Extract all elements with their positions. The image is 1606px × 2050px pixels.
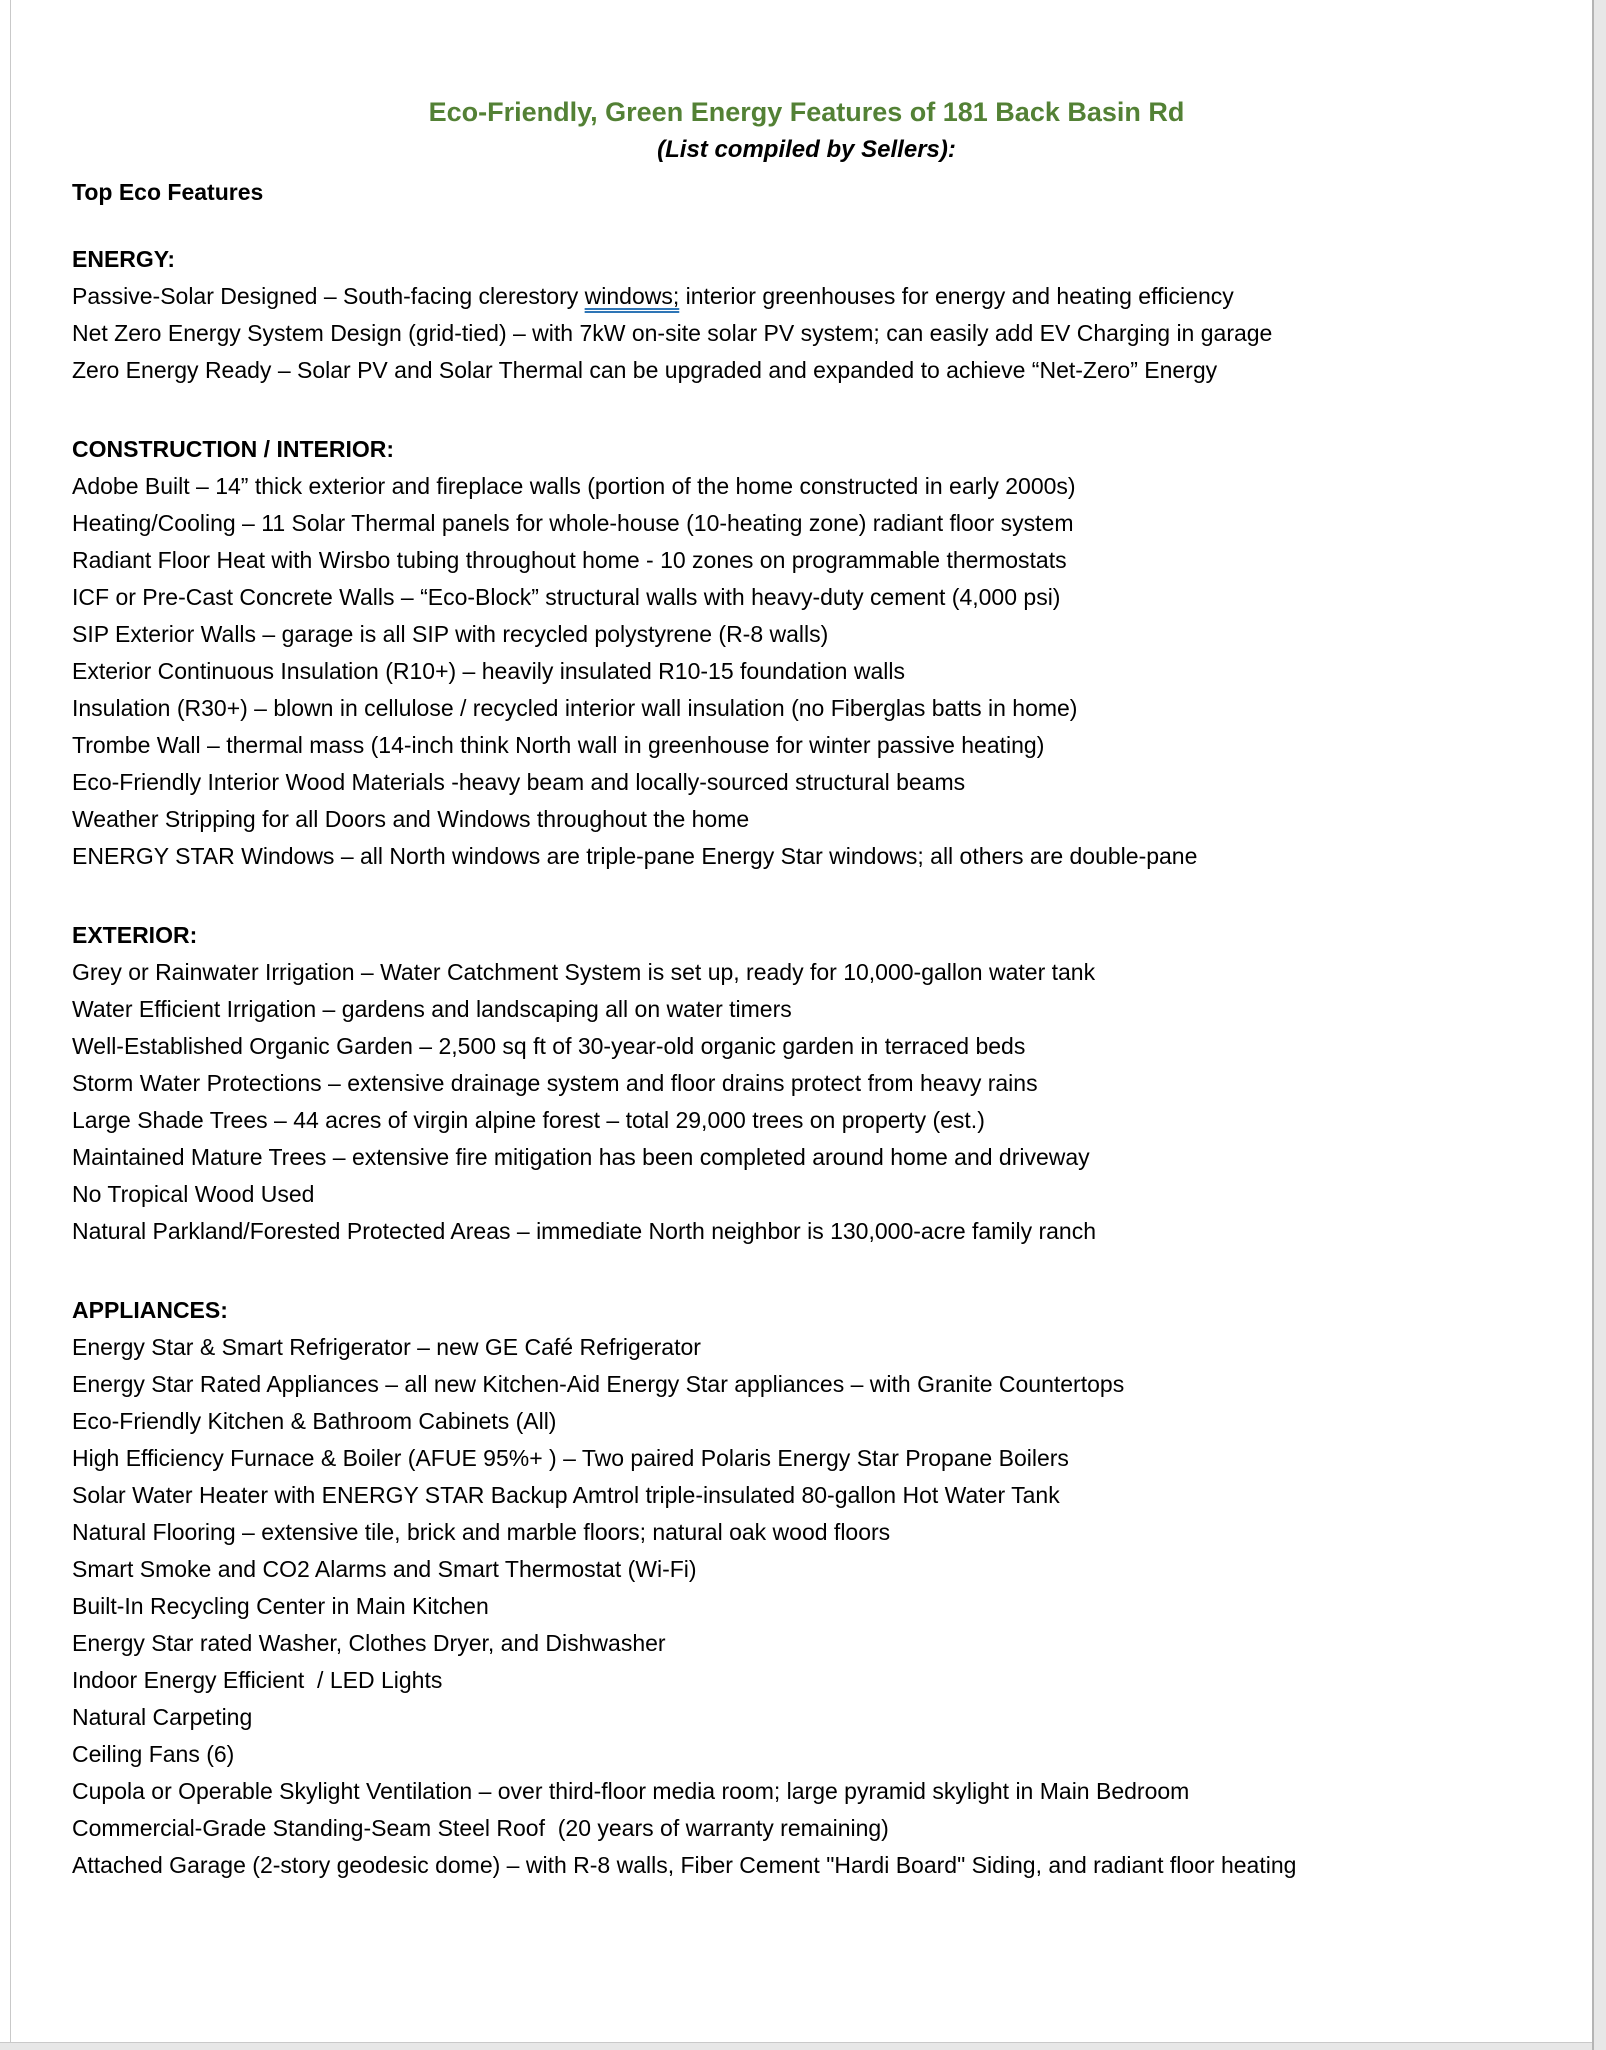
feature-line: Weather Stripping for all Doors and Windows throughout the home xyxy=(72,806,750,832)
feature-line: Smart Smoke and CO2 Alarms and Smart Thermostat (Wi-Fi) xyxy=(72,1556,697,1582)
feature-line: High Efficiency Furnace & Boiler (AFUE 95%+ ) – Two paired Polaris Energy Star Propane Boilers xyxy=(72,1445,1069,1471)
feature-line: Storm Water Protections – extensive drainage system and floor drains protect from heavy rains xyxy=(72,1070,1038,1096)
feature-line: Water Efficient Irrigation – gardens and landscaping all on water timers xyxy=(72,996,792,1022)
feature-line: Natural Flooring – extensive tile, brick and marble floors; natural oak wood floors xyxy=(72,1519,891,1545)
feature-line: Zero Energy Ready – Solar PV and Solar Thermal can be upgraded and expanded to achieve “Net-Zero” Energy xyxy=(72,357,1218,383)
feature-line: Built-In Recycling Center in Main Kitchen xyxy=(72,1593,489,1619)
page-edge-bottom xyxy=(0,2042,1592,2050)
section-gap xyxy=(72,389,1541,431)
document-content xyxy=(11,0,1591,1884)
feature-line: ENERGY STAR Windows – all North windows are triple-pane Energy Star windows; all others are double-pane xyxy=(72,843,1198,869)
page-edge-left xyxy=(10,0,11,2042)
feature-line: Natural Carpeting xyxy=(72,1704,253,1730)
page-title: Eco-Friendly, Green Energy Features of 181 Back Basin Rd xyxy=(428,97,1185,127)
feature-line: Eco-Friendly Interior Wood Materials -heavy beam and locally-sourced structural beams xyxy=(72,769,966,795)
intro-heading: Top Eco Features xyxy=(72,179,264,205)
feature-line: Commercial-Grade Standing-Seam Steel Roof (20 years of warranty remaining) xyxy=(72,1815,889,1841)
section-heading: APPLIANCES: xyxy=(72,1297,228,1323)
section-gap xyxy=(72,1250,1541,1292)
feature-line: Eco-Friendly Kitchen & Bathroom Cabinets (All) xyxy=(72,1408,557,1434)
feature-line: Energy Star rated Washer, Clothes Dryer, and Dishwasher xyxy=(72,1630,666,1656)
feature-line: Indoor Energy Efficient / LED Lights xyxy=(72,1667,443,1693)
feature-line: ICF or Pre-Cast Concrete Walls – “Eco-Block” structural walls with heavy-duty cement (4,000 psi) xyxy=(72,584,1061,610)
feature-line: Adobe Built – 14” thick exterior and fireplace walls (portion of the home constructed in early 2000s) xyxy=(72,473,1076,499)
feature-line: Well-Established Organic Garden – 2,500 sq ft of 30-year-old organic garden in terraced beds xyxy=(72,1033,1026,1059)
document-page xyxy=(11,0,1591,2042)
feature-line: Radiant Floor Heat with Wirsbo tubing throughout home - 10 zones on programmable thermostats xyxy=(72,547,1067,573)
feature-line: Heating/Cooling – 11 Solar Thermal panels for whole-house (10-heating zone) radiant floor system xyxy=(72,510,1074,536)
underlined-word: windows; xyxy=(584,283,680,309)
feature-line: Ceiling Fans (6) xyxy=(72,1741,235,1767)
feature-line: Grey or Rainwater Irrigation – Water Catchment System is set up, ready for 10,000-gallon water tank xyxy=(72,959,1096,985)
feature-line: Insulation (R30+) – blown in cellulose / recycled interior wall insulation (no Fiberglas batts in home) xyxy=(72,695,1078,721)
feature-line: Exterior Continuous Insulation (R10+) – heavily insulated R10-15 foundation walls xyxy=(72,658,905,684)
feature-line: Energy Star & Smart Refrigerator – new GE Café Refrigerator xyxy=(72,1334,701,1360)
section-heading: EXTERIOR: xyxy=(72,922,198,948)
feature-line-text: interior greenhouses for energy and heating efficiency xyxy=(679,283,1234,309)
feature-line: Attached Garage (2-story geodesic dome) – with R-8 walls, Fiber Cement "Hardi Board" Siding, and radiant floor heating xyxy=(72,1852,1297,1878)
feature-line: Net Zero Energy System Design (grid-tied) – with 7kW on-site solar PV system; can easily add EV Charging in garage xyxy=(72,320,1273,346)
feature-line-text: Passive-Solar Designed – South-facing clerestory xyxy=(72,283,585,309)
section-gap xyxy=(72,875,1541,917)
section-gap xyxy=(72,211,1541,241)
feature-line: Maintained Mature Trees – extensive fire mitigation has been completed around home and driveway xyxy=(72,1144,1090,1170)
section-heading: CONSTRUCTION / INTERIOR: xyxy=(72,436,394,462)
feature-line: Cupola or Operable Skylight Ventilation – over third-floor media room; large pyramid skylight in Main Bedroom xyxy=(72,1778,1190,1804)
feature-sections xyxy=(72,211,1541,1884)
feature-line: Trombe Wall – thermal mass (14-inch think North wall in greenhouse for winter passive heating) xyxy=(72,732,1045,758)
section-heading: ENERGY: xyxy=(72,246,176,272)
feature-line: Large Shade Trees – 44 acres of virgin alpine forest – total 29,000 trees on property (est.) xyxy=(72,1107,985,1133)
page-edge-right xyxy=(1592,0,1606,2050)
feature-line xyxy=(72,278,1541,315)
feature-line: SIP Exterior Walls – garage is all SIP with recycled polystyrene (R-8 walls) xyxy=(72,621,829,647)
feature-line: Natural Parkland/Forested Protected Areas – immediate North neighbor is 130,000-acre family ranch xyxy=(72,1218,1097,1244)
page-subtitle: (List compiled by Sellers): xyxy=(657,136,956,163)
feature-line: No Tropical Wood Used xyxy=(72,1181,315,1207)
feature-line: Solar Water Heater with ENERGY STAR Backup Amtrol triple-insulated 80-gallon Hot Water Tank xyxy=(72,1482,1060,1508)
feature-line: Energy Star Rated Appliances – all new Kitchen-Aid Energy Star appliances – with Granite Countertops xyxy=(72,1371,1125,1397)
